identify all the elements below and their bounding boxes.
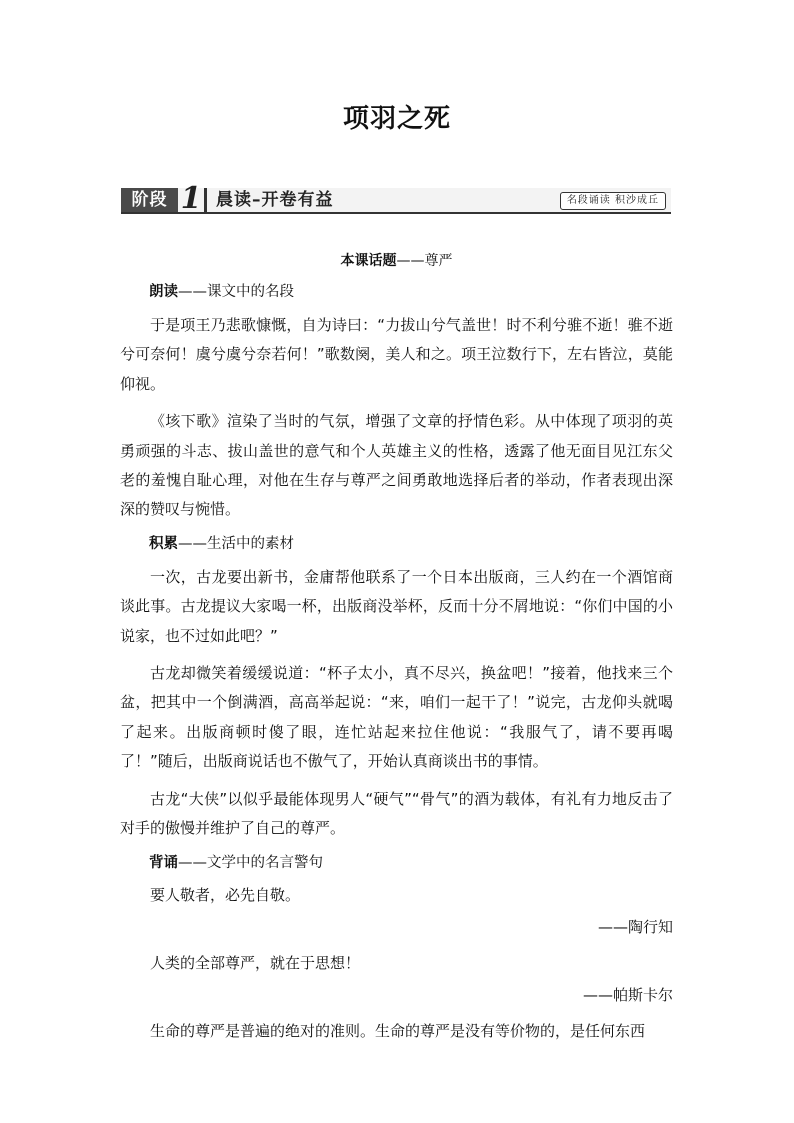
section-heading-recite: [120, 852, 673, 874]
quote-attribution: ——陶行知: [597, 917, 673, 936]
paragraph: 一次，古龙要出新书，金庸帮他联系了一个日本出版商，三人约在一个酒馆商谈此事。古龙提议大家喝一杯，出版商没举杯，反而十分不屑地说：“你们中国的小说家，也不过如此吧？”: [120, 567, 673, 645]
banner-tag: 名段诵读 积沙成丘: [560, 192, 666, 210]
section-banner: [121, 181, 671, 216]
heading-text: ——生活中的素材: [178, 535, 294, 552]
heading-keyword: 朗读: [149, 284, 178, 300]
topic-label: 本课话题: [340, 253, 397, 269]
heading-keyword: 积累: [149, 535, 178, 552]
banner-divider: [204, 188, 207, 212]
heading-text: ——课文中的名段: [178, 284, 294, 300]
paragraph: 《垓下歌》渲染了当时的气氛，增强了文章的抒情色彩。从中体现了项羽的英勇顽强的斗志、拔山盖世的意气和个人英雄主义的性格，透露了他无面目见江东父老的羞愧自耻心理，对他在生存与尊严之间勇敢地选择后者的举动，作者表现出深深的赞叹与惋惜。: [120, 412, 673, 519]
quote-text: 要人敬者，必先自敬。: [150, 885, 301, 904]
paragraph: 于是项王乃悲歌慷慨，自为诗曰：“力拔山兮气盖世！时不利兮骓不逝！骓不逝兮可奈何！虞兮虞兮奈若何！”歌数阕，美人和之。项王泣数行下，左右皆泣，莫能仰视。: [120, 316, 673, 393]
paragraph: 古龙却微笑着缓缓说道：“杯子太小，真不尽兴，换盆吧！”接着，他找来三个盆，把其中一个倒满酒，高高举起说：“来，咱们一起干了！”说完，古龙仰头就喝了起来。出版商顿时傻了眼，连忙站起来拉住他说：“我服气了，请不要再喝了！”随后，出版商说话也不傲气了，开始认真商谈出书的事情。: [120, 664, 673, 771]
banner-stage-label: 阶段: [121, 188, 178, 212]
quote-text: 生命的尊严是普遍的绝对的准则。生命的尊严是没有等价物的，是任何东西: [150, 1021, 646, 1040]
banner-stage-number: 1: [180, 181, 202, 216]
section-heading-reading: [120, 281, 673, 303]
banner-section-title: 晨读–开卷有益: [216, 190, 334, 210]
page-title: 项羽之死: [342, 104, 451, 134]
topic-line: [120, 250, 673, 272]
topic-value: ——尊严: [396, 253, 453, 269]
quote-text: 人类的全部尊严，就在于思想！: [150, 953, 361, 972]
heading-text: ——文学中的名言警句: [178, 854, 323, 871]
paragraph: 古龙“大侠”以似乎最能体现男人“硬气”“骨气”的酒为载体，有礼有力地反击了对手的傲慢并维护了自己的尊严。: [120, 789, 673, 838]
section-heading-accumulate: [120, 533, 673, 555]
quote-attribution: ——帕斯卡尔: [582, 985, 673, 1004]
main-content: [120, 250, 673, 1050]
heading-keyword: 背诵: [149, 854, 178, 871]
